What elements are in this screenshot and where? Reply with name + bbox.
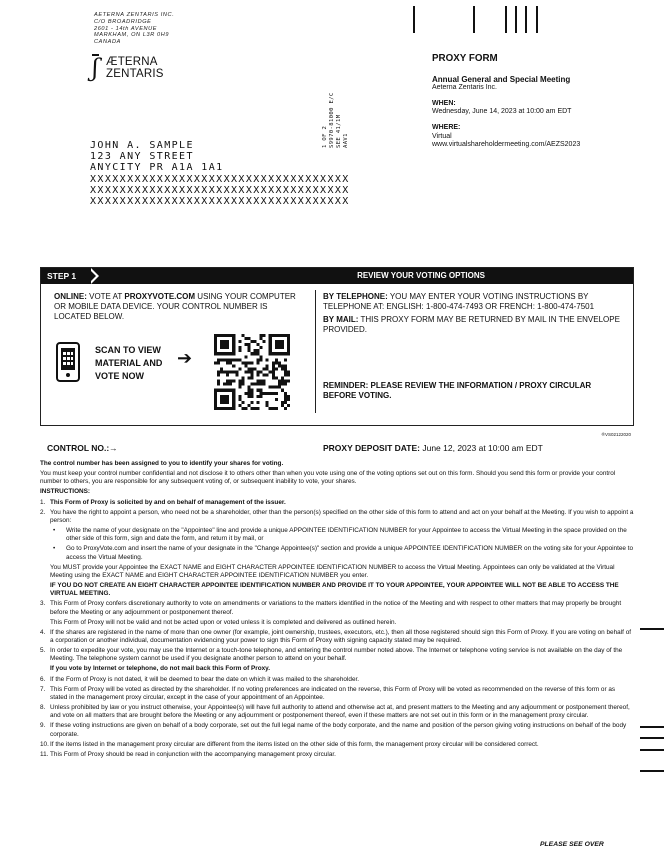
sender-line: CANADA: [94, 39, 121, 46]
telephone-label: BY TELEPHONE:: [323, 292, 388, 301]
telephone-text: YOU MAY ENTER YOUR VOTING INSTRUCTIONS BY TELEPHONE AT: ENGLISH: 1-800-474-7493 OR FRENCH: 1-800-474-7501: [323, 292, 595, 311]
qr-code[interactable]: [214, 334, 290, 410]
deposit-date: [323, 443, 543, 453]
instruction-item: 7. This Form of Proxy will be voted as directed by the shareholder. If no voting preferences are indicated on the reverse, this Form of Proxy will be voted as recommended on the reverse of this form or as stated in the management proxy circular, except in the case of your appointment of an Appointee.: [40, 685, 616, 701]
validity-note: This Form of Proxy will not be valid and not be acted upon or voted unless it is completed and delivered as outlined herein.: [50, 618, 397, 626]
instruction-item: 6. If the Form of Proxy is not dated, it will be deemed to bear the date on which it was mailed to the shareholder.: [40, 675, 360, 683]
online-label: ONLINE:: [54, 292, 87, 301]
vertical-code: AAV1: [343, 133, 349, 148]
when-value: Wednesday, June 14, 2023 at 10:00 am EDT: [432, 108, 572, 116]
arrow-right-icon: ➔: [177, 348, 193, 368]
addressee-line: ANYCITY PR A1A 1A1: [90, 162, 224, 174]
addressee-block: [90, 140, 350, 207]
instruction-item: 8. Unless prohibited by law or you instruct otherwise, your Appointee(s) will have full authority to attend and otherwise act at, and present matters to the Meeting and any adjournment or postponement thereof, and vote on all matters that are brought before the Meeting or any adjournment or postponement thereof, even if these matters are not set out in this form or in the management proxy circular.: [40, 704, 630, 720]
company-logo: [92, 52, 182, 86]
step-header: [41, 268, 633, 284]
mail-label: BY MAIL:: [323, 315, 359, 324]
postal-barcode-bar: [505, 6, 507, 33]
logo-line-2: ZENTARIS: [106, 68, 164, 80]
form-code: ®VS02122020: [601, 432, 631, 437]
scan-line: MATERIAL AND: [95, 358, 163, 368]
where-value: Virtual: [432, 132, 452, 140]
instruction-item: 10. If the items listed in the management proxy circular are different from the items listed on the other side of this form, the management proxy circular will be considered correct.: [40, 740, 539, 748]
instruction-item: 3. This Form of Proxy confers discretionary authority to vote on amendments or variations to the matters identified in the notice of the Meeting and with respect to other matters that may properly be brought before the Meeting or any adjournment or postponement thereof.: [40, 600, 622, 616]
reminder-text: REMINDER: PLEASE REVIEW THE INFORMATION / PROXY CIRCULAR BEFORE VOTING.: [323, 381, 592, 400]
vertical-codes: [322, 86, 356, 148]
confidential-note: You must keep your control number confidential and not disclose it to others other than when you vote using one of the voting options set out on this form. Should you send this form or provide your control number to others, you are responsible for any subsequent voting of, or subsequent inability to vote, your shares.: [40, 470, 616, 486]
online-text: USING YOUR COMPUTER OR MOBILE DATA DEVICE. YOUR CONTROL NUMBER IS LOCATED BELOW.: [54, 292, 296, 321]
instructions-heading: INSTRUCTIONS:: [40, 488, 91, 496]
logo-mark-icon: ʃ: [92, 54, 99, 82]
addressee-line: XXXXXXXXXXXXXXXXXXXXXXXXXXXXXXXXXXX: [90, 184, 350, 196]
margin-mark: [640, 749, 664, 751]
voting-options-box: [40, 267, 634, 437]
mobile-phone-icon: [56, 342, 80, 382]
deposit-label: PROXY DEPOSIT DATE:: [323, 443, 420, 453]
postal-barcode-bar: [413, 6, 415, 33]
instructions-body: [40, 460, 634, 761]
addressee-line: JOHN A. SAMPLE: [90, 140, 194, 151]
margin-mark: [640, 770, 664, 772]
postal-barcode-bar: [525, 6, 527, 33]
scan-line: VOTE NOW: [95, 371, 144, 381]
instruction-bullet: • Write the name of your designate on the "Appointee" line and provide a unique APPOINTEE IDENTIFICATION NUMBER for your Appointee to access the Virtual Meeting in the space provided on the other side of this form, sign and date the form, and return it by mail, or: [53, 527, 627, 543]
vertical-code: SEE 41/1M: [336, 114, 342, 148]
margin-mark: [640, 628, 664, 630]
sender-line: 2601 - 14th AVENUE: [94, 25, 158, 32]
instruction-item: 11. This Form of Proxy should be read in conjunction with the accompanying management proxy circular.: [40, 750, 336, 758]
mail-text: THIS PROXY FORM MAY BE RETURNED BY MAIL IN THE ENVELOPE PROVIDED.: [323, 315, 620, 334]
please-see-over: PLEASE SEE OVER: [540, 841, 604, 848]
when-label: WHEN:: [432, 99, 456, 107]
instruction-item: 4. If the shares are registered in the name of more than one owner (for example, joint ownership, trustees, executors, etc.), then all those registered should sign this Form of Proxy. If you are voting on behalf of a corporation or another individual, documentation evidencing your power to sign this Form of Proxy with signing capacity stated may be required.: [40, 628, 632, 644]
margin-mark: [640, 737, 664, 739]
addressee-line: XXXXXXXXXXXXXXXXXXXXXXXXXXXXXXXXXXX: [90, 173, 350, 185]
postal-barcode-bar: [536, 6, 538, 33]
instruction-item: 1. This Form of Proxy is solicited by and on behalf of management of the issuer.: [40, 498, 286, 506]
step-title: REVIEW YOUR VOTING OPTIONS: [357, 271, 485, 280]
addressee-line: XXXXXXXXXXXXXXXXXXXXXXXXXXXXXXXXXXX: [90, 196, 350, 208]
sender-address: [94, 12, 174, 46]
warning-note: IF YOU DO NOT CREATE AN EIGHT CHARACTER APPOINTEE IDENTIFICATION NUMBER AND PROVIDE IT TO YOUR APPOINTEE, YOUR APPOINTEE WILL NOT BE ABLE TO ACCESS THE VIRTUAL MEETING.: [50, 582, 619, 598]
must-note: You MUST provide your Appointee the EXACT NAME and EIGHT CHARACTER APPOINTEE IDENTIFICATION NUMBER to access the Virtual Meeting. Appointees can only be validated at the Virtual Meeting using the EXACT NAME and EIGHT CHARACTER APPOINTEE IDENTIFICATION NUMBER you enter.: [50, 563, 615, 579]
control-note: The control number has been assigned to you to identify your shares for voting.: [40, 460, 284, 467]
form-title: PROXY FORM: [432, 53, 498, 64]
instruction-bullet: • Go to ProxyVote.com and insert the name of your designate in the "Change Appointee(s)" section and provide a unique APPOINTEE IDENTIFICATION NUMBER on the voting site for your Appointee to access the Virtual Meeting.: [53, 545, 634, 561]
meeting-info: [432, 55, 652, 150]
scan-instructions: [95, 344, 162, 383]
company-name: Aeterna Zentaris Inc.: [432, 84, 497, 92]
instruction-item: 9. If these voting instructions are given on behalf of a body corporate, set out the full legal name of the body corporate, and the name and position of the person giving voting instructions on behalf of the body corporate.: [40, 722, 627, 738]
addressee-line: 123 ANY STREET: [90, 151, 194, 163]
instruction-item: 2. You have the right to appoint a person, who need not be a shareholder, other than the person(s) specified on the other side of this form to attend and act on your behalf at the Meeting. If you wish to appoint a person:: [40, 508, 634, 524]
where-label: WHERE:: [432, 123, 461, 131]
proxyvote-link[interactable]: PROXYVOTE.COM: [124, 292, 196, 301]
meeting-name: Annual General and Special Meeting: [432, 74, 571, 84]
telephone-option: [323, 292, 627, 312]
scan-line: SCAN TO VIEW: [95, 345, 161, 355]
deposit-value: June 12, 2023 at 10:00 am EDT: [419, 443, 543, 453]
step-label: STEP 1: [41, 268, 95, 284]
vertical-code: S9970-81000 E/C: [329, 92, 335, 148]
telephone-mail-options: [323, 292, 627, 335]
sender-line: AETERNA ZENTARIS INC.: [94, 12, 175, 18]
column-divider: [315, 290, 316, 413]
control-number-label: CONTROL NO.:→: [47, 443, 118, 453]
where-url: www.virtualshareholdermeeting.com/AEZS2023: [432, 141, 581, 149]
online-option: [54, 292, 306, 322]
logo-line-1: ÆTERNA: [106, 56, 158, 68]
margin-mark: [640, 726, 664, 728]
sender-line: MARKHAM, ON L3R 0H9: [94, 32, 170, 39]
vertical-code: 1 OF 2: [322, 125, 328, 148]
postal-barcode-bar: [473, 6, 475, 33]
postal-barcode-bar: [515, 6, 517, 33]
sender-line: C/O BROADRIDGE: [94, 18, 152, 25]
instruction-item: 5. In order to expedite your vote, you may use the Internet or a touch-tone telephone, and entering the control number noted above. The Internet or telephone voting service is not available on the day of the Meeting. The telephone system cannot be used if you designate another person to attend on your behalf.: [40, 647, 623, 663]
chevron-fill-icon: [88, 268, 96, 284]
mail-option: [323, 315, 627, 335]
no-mail-note: If you vote by Internet or telephone, do not mail back this Form of Proxy.: [50, 665, 271, 673]
online-text: VOTE AT: [86, 292, 125, 301]
